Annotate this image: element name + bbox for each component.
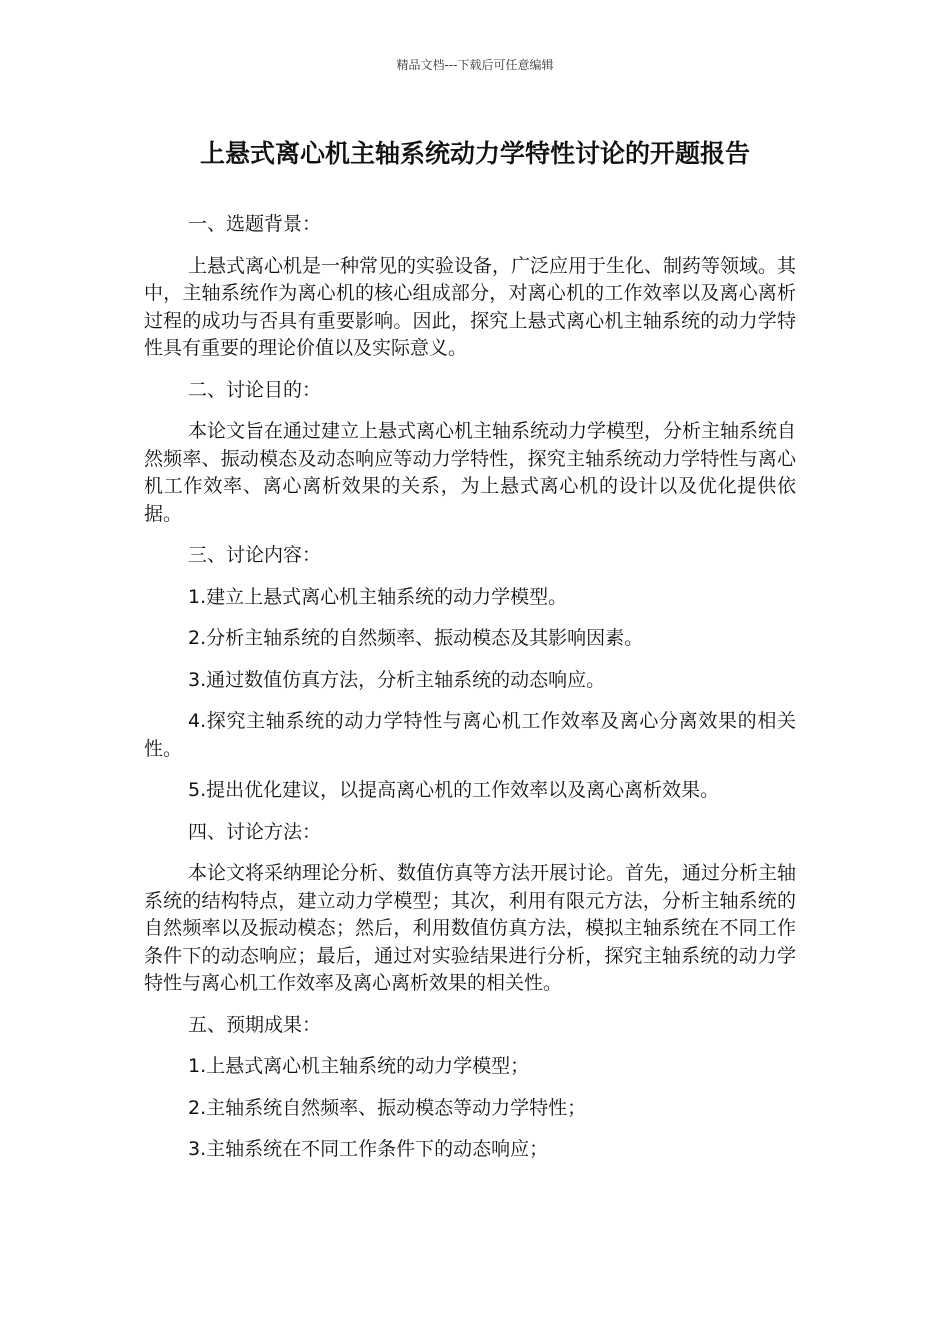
content-item-2: 2.分析主轴系统的自然频率、振动模态及其影响因素。 bbox=[188, 627, 644, 649]
content-item-3: 3.通过数值仿真方法，分析主轴系统的动态响应。 bbox=[188, 668, 606, 691]
results-item-1: 1.上悬式离心机主轴系统的动力学模型； bbox=[188, 1055, 530, 1077]
results-item-2: 2.主轴系统自然频率、振动模态等动力学特性； bbox=[188, 1096, 587, 1119]
background-paragraph: 上悬式离心机是一种常见的实验设备，广泛应用于生化、制药等领域。其中，主轴系统作为离心机的核心组成部分，对离心机的工作效率以及离心离析过程的成功与否具有重要影响。因此，探究上悬式离心机主轴系统的动力学特性具有重要的理论价值以及实际意义。 bbox=[144, 254, 797, 359]
document-body bbox=[144, 211, 796, 1178]
content-heading: 三、讨论内容： bbox=[188, 544, 322, 566]
document-title: 上悬式离心机主轴系统动力学特性讨论的开题报告 bbox=[199, 139, 750, 168]
results-heading: 五、预期成果： bbox=[188, 1013, 322, 1036]
method-heading: 四、讨论方法： bbox=[188, 820, 322, 843]
method-paragraph: 本论文将采纳理论分析、数值仿真等方法开展讨论。首先，通过分析主轴系统的结构特点，建立动力学模型；其次，利用有限元方法，分析主轴系统的自然频率以及振动模态；然后，利用数值仿真方法，模拟主轴系统在不同工作条件下的动态响应；最后，通过对实验结果进行分析，探究主轴系统的动力学特性与离心机工作效率及离心离析效果的相关性。 bbox=[144, 862, 797, 994]
page-header: 精品文档---下载后可任意编辑 bbox=[396, 58, 554, 72]
results-item-3: 3.主轴系统在不同工作条件下的动态响应； bbox=[188, 1138, 549, 1160]
content-item-1: 1.建立上悬式离心机主轴系统的动力学模型。 bbox=[188, 585, 568, 608]
purpose-paragraph: 本论文旨在通过建立上悬式离心机主轴系统动力学模型，分析主轴系统自然频率、振动模态及动态响应等动力学特性，探究主轴系统动力学特性与离心机工作效率、离心离析效果的关系，为上悬式离心机的设计以及优化提供依据。 bbox=[144, 420, 797, 525]
content-item-5: 5.提出优化建议，以提高离心机的工作效率以及离心离析效果。 bbox=[188, 779, 720, 801]
content-item-4: 4.探究主轴系统的动力学特性与离心机工作效率及离心分离效果的相关性。 bbox=[144, 710, 796, 760]
background-heading: 一、选题背景： bbox=[188, 213, 322, 235]
purpose-heading: 二、讨论目的： bbox=[188, 378, 322, 401]
